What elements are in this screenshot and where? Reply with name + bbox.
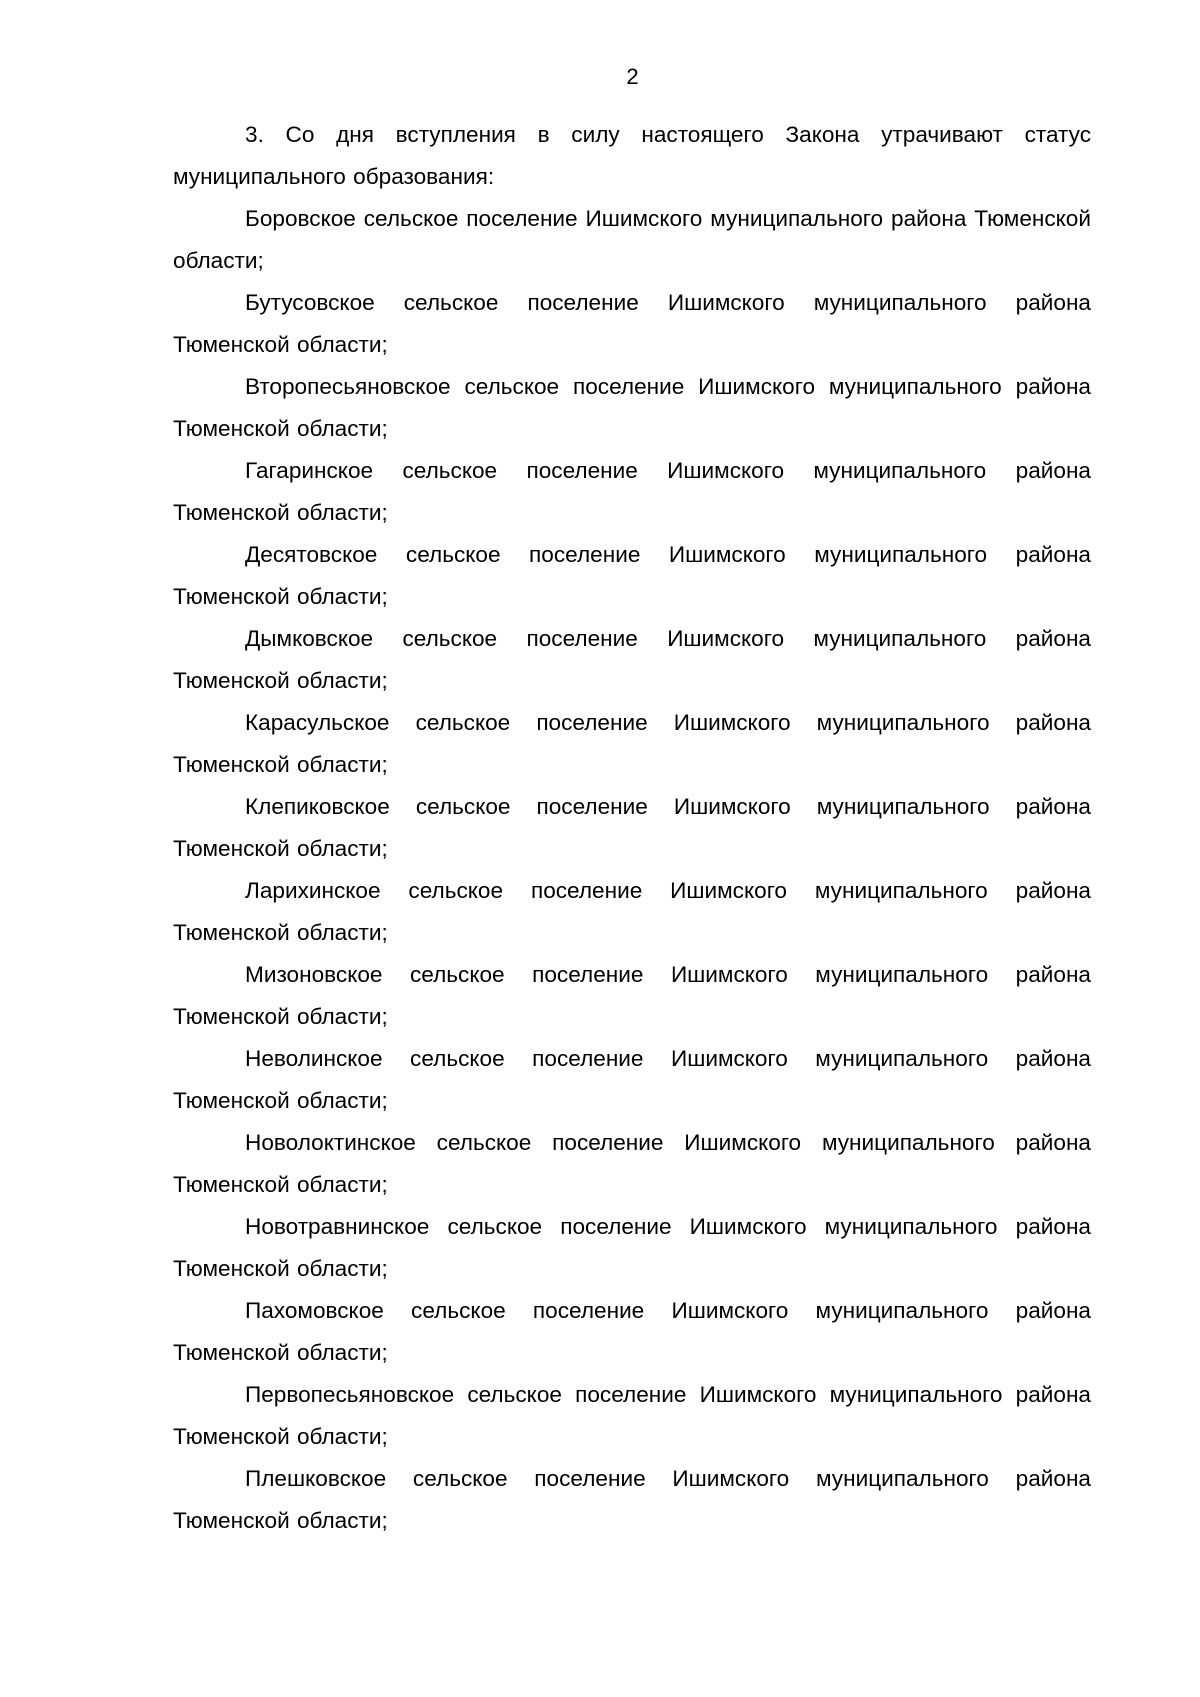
list-item: Плешковское сельское поселение Ишимского муниципального района Тюменской области; bbox=[173, 1466, 1091, 1533]
list-item: Бутусовское сельское поселение Ишимского муниципального района Тюменской области; bbox=[173, 290, 1091, 357]
paragraph-intro: 3. Со дня вступления в силу настоящего Закона утрачивают статус муниципального образования: bbox=[173, 122, 1091, 189]
list-item: Новотравнинское сельское поселение Ишимского муниципального района Тюменской области; bbox=[173, 1214, 1091, 1281]
list-item: Первопесьяновское сельское поселение Ишимского муниципального района Тюменской области; bbox=[173, 1382, 1091, 1449]
list-item: Карасульское сельское поселение Ишимского муниципального района Тюменской области; bbox=[173, 710, 1091, 777]
list-item: Клепиковское сельское поселение Ишимского муниципального района Тюменской области; bbox=[173, 794, 1091, 861]
list-item: Ларихинское сельское поселение Ишимского муниципального района Тюменской области; bbox=[173, 878, 1091, 945]
list-item: Десятовское сельское поселение Ишимского муниципального района Тюменской области; bbox=[173, 542, 1091, 609]
document-body bbox=[173, 114, 1091, 1542]
list-item: Пахомовское сельское поселение Ишимского муниципального района Тюменской области; bbox=[173, 1298, 1091, 1365]
list-item: Боровское сельское поселение Ишимского муниципального района Тюменской области; bbox=[173, 206, 1091, 273]
list-item: Гагаринское сельское поселение Ишимского муниципального района Тюменской области; bbox=[173, 458, 1091, 525]
list-item: Мизоновское сельское поселение Ишимского муниципального района Тюменской области; bbox=[173, 962, 1091, 1029]
list-item: Новолоктинское сельское поселение Ишимского муниципального района Тюменской области; bbox=[173, 1130, 1091, 1197]
page-number: 2 bbox=[626, 64, 639, 89]
list-item: Второпесьяновское сельское поселение Ишимского муниципального района Тюменской области; bbox=[173, 374, 1091, 441]
list-item: Неволинское сельское поселение Ишимского муниципального района Тюменской области; bbox=[173, 1046, 1091, 1113]
list-item: Дымковское сельское поселение Ишимского муниципального района Тюменской области; bbox=[173, 626, 1091, 693]
